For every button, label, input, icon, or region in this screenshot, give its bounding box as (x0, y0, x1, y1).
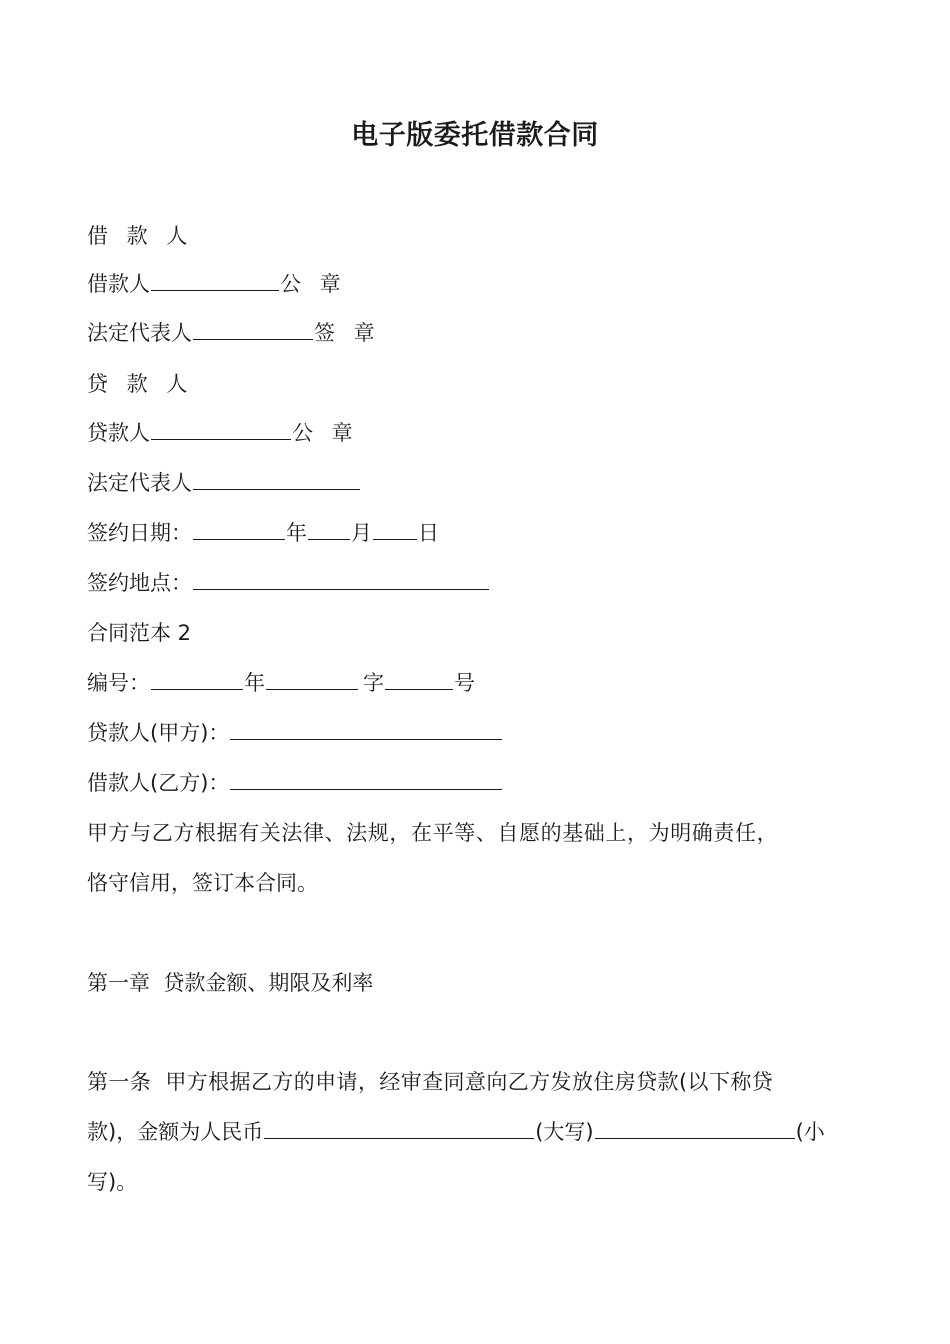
intro-line-2: 恪守信用，签订本合同。 (87, 871, 318, 895)
lender-heading-text: 贷 款 人 (87, 372, 194, 396)
borrower-label: 借款人 (87, 272, 150, 296)
article-1-line-2 (87, 1107, 867, 1157)
sign-date-day: 日 (418, 521, 439, 545)
template-heading-text: 合同范本 2 (87, 621, 192, 645)
sign-date-day-blank[interactable] (373, 517, 417, 540)
intro-paragraph (87, 808, 867, 908)
sign-date-month: 月 (351, 521, 372, 545)
amount-figures-blank[interactable] (595, 1116, 795, 1139)
sign-place-line (87, 567, 490, 599)
party-a-label: 贷款人(甲方)： (87, 721, 230, 745)
borrower-rep-line (87, 317, 381, 349)
number-char-blank[interactable] (266, 667, 358, 690)
borrower-heading (87, 220, 193, 252)
borrower-heading-text: 借 款 人 (87, 224, 194, 248)
sign-date-month-blank[interactable] (308, 517, 350, 540)
amount-figures-label-start: (小 (795, 1120, 825, 1144)
borrower-rep-blank[interactable] (193, 317, 313, 340)
lender-rep-blank[interactable] (193, 467, 360, 490)
amount-words-blank[interactable] (264, 1116, 534, 1139)
number-char: 字 (363, 671, 384, 695)
borrower-rep-sign-text: 签 章 (314, 321, 381, 345)
chapter-1-text: 第一章 贷款金额、期限及利率 (87, 971, 374, 995)
number-no: 号 (454, 671, 475, 695)
borrower-seal-text: 公 章 (280, 272, 347, 296)
sign-place-label: 签约地点： (87, 571, 192, 595)
lender-seal-line (87, 417, 359, 449)
borrower-seal-line (87, 268, 347, 300)
template-heading (87, 617, 191, 649)
sign-place-blank[interactable] (193, 567, 489, 590)
article-1-amount-label: 款)，金额为人民币 (87, 1120, 264, 1144)
borrower-blank[interactable] (151, 268, 279, 291)
party-b-blank[interactable] (230, 767, 502, 790)
sign-date-year-blank[interactable] (193, 517, 285, 540)
sign-date-line (87, 517, 439, 549)
borrower-rep-label: 法定代表人 (87, 321, 192, 345)
number-year: 年 (244, 671, 265, 695)
lender-label: 贷款人 (87, 421, 150, 445)
party-b-line (87, 767, 503, 799)
number-line (87, 667, 475, 699)
party-a-line (87, 717, 503, 749)
party-b-label: 借款人(乙方)： (87, 771, 230, 795)
lender-rep-line (87, 467, 361, 499)
article-1-paragraph (87, 1057, 867, 1207)
lender-heading (87, 368, 193, 400)
lender-seal-text: 公 章 (292, 421, 359, 445)
article-1-line-1: 第一条 甲方根据乙方的申请，经审查同意向乙方发放住房贷款(以下称贷 (87, 1070, 774, 1094)
lender-rep-label: 法定代表人 (87, 471, 192, 495)
lender-blank[interactable] (151, 417, 291, 440)
amount-words-label: (大写) (535, 1120, 594, 1144)
number-year-blank[interactable] (151, 667, 243, 690)
number-label: 编号： (87, 671, 150, 695)
number-no-blank[interactable] (385, 667, 453, 690)
article-1-line-3: 写)。 (87, 1170, 138, 1194)
sign-date-label: 签约日期： (87, 521, 192, 545)
party-a-blank[interactable] (230, 717, 502, 740)
document-title: 电子版委托借款合同 (351, 120, 599, 151)
intro-line-1: 甲方与乙方根据有关法律、法规，在平等、自愿的基础上，为明确责任， (87, 821, 779, 845)
sign-date-year: 年 (286, 521, 307, 545)
chapter-1-heading (87, 967, 373, 999)
